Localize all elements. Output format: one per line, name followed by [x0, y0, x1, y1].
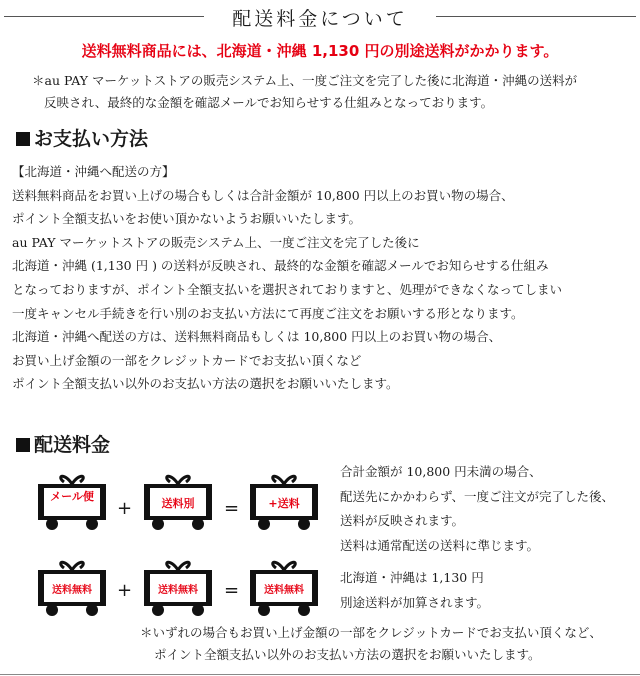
bottom-divider — [0, 674, 640, 675]
free-shipping-truck-icon — [34, 556, 110, 622]
box-label: 送料別 — [161, 497, 195, 510]
shipping-notice: 送料無料商品には、北海道・沖縄 1,130 円の別途送料がかかります。 — [81, 42, 559, 60]
plus-operator: + — [117, 498, 133, 519]
payment-line: となっておりますが、ポイント全額支払いを選択されておりますと、処理ができなくなってしまい — [12, 281, 563, 297]
box-label: +送料 — [268, 497, 300, 510]
payment-line: au PAY マーケットストアの販売システム上、一度ご注文を完了した後に — [12, 234, 420, 250]
row2-description — [340, 566, 489, 615]
plus-operator: + — [117, 580, 133, 601]
plus-shipping-truck-icon — [246, 470, 322, 536]
square-bullet-icon — [16, 132, 30, 146]
equals-operator: = — [224, 498, 240, 519]
row2-line: 北海道・沖縄は 1,130 円 — [340, 570, 484, 585]
footer-note — [140, 622, 602, 666]
payment-line: お買い上げ金額の一部をクレジットカードでお支払い頂くなど — [12, 352, 362, 368]
mail-delivery-truck-icon — [34, 470, 110, 536]
box-label: メール便 — [50, 490, 94, 503]
payment-line: ポイント全額支払いをお使い頂かないようお願いいたします。 — [12, 211, 362, 227]
row2-line: 別途送料が加算されます。 — [340, 594, 490, 610]
free-shipping-truck-icon — [246, 556, 322, 622]
square-bullet-icon — [16, 438, 30, 452]
note-line-2: 反映され、最終的な金額を確認メールでお知らせする仕組みとなっております。 — [44, 95, 494, 110]
row1-line: 配送先にかかわらず、一度ご注文が完了した後、 — [340, 488, 615, 504]
footer-line: ＊いずれの場合もお買い上げ金額の一部をクレジットカードでお支払い頂くなど、 — [140, 625, 602, 640]
box-label: 送料無料 — [52, 585, 92, 596]
shipping-section-title: 配送料金 — [16, 430, 110, 457]
separate-shipping-truck-icon — [140, 470, 216, 536]
row1-line: 送料は通常配送の送料に準じます。 — [340, 537, 540, 553]
payment-line: 北海道・沖縄へ配送の方は、送料無料商品もしくは 10,800 円以上のお買い物の場合、 — [12, 329, 502, 345]
free-shipping-truck-icon — [140, 556, 216, 622]
payment-body — [12, 160, 562, 396]
row1-line: 送料が反映されます。 — [340, 513, 465, 528]
footer-line: ポイント全額支払い以外のお支払い方法の選択をお願いいたします。 — [154, 647, 541, 662]
box-label: 送料無料 — [158, 585, 198, 596]
row1-line: 合計金額が 10,800 円未満の場合、 — [340, 464, 542, 479]
equals-operator: = — [224, 580, 240, 601]
note-line-1: ＊au PAY マーケットストアの販売システム上、一度ご注文を完了した後に北海道・沖縄の送料が — [32, 73, 578, 88]
payment-line: 北海道・沖縄 (1,130 円 ) の送料が反映され、最終的な金額を確認メールでお知らせする仕組み — [12, 258, 549, 274]
payment-line: 【北海道・沖縄へ配送の方】 — [12, 164, 175, 179]
box-label: 送料無料 — [264, 585, 304, 596]
row1-description — [340, 460, 614, 558]
payment-line: 一度キャンセル手続きを行い別のお支払い方法にて再度ご注文をお願いする形となります。 — [12, 305, 524, 321]
payment-section-title: お支払い方法 — [16, 124, 148, 151]
payment-line: 送料無料商品をお買い上げの場合もしくは合計金額が 10,800 円以上のお買い物の場合、 — [12, 187, 514, 203]
payment-line: ポイント全額支払い以外のお支払い方法の選択をお願いいたします。 — [12, 376, 399, 392]
page-title: 配送料金について — [0, 4, 640, 31]
